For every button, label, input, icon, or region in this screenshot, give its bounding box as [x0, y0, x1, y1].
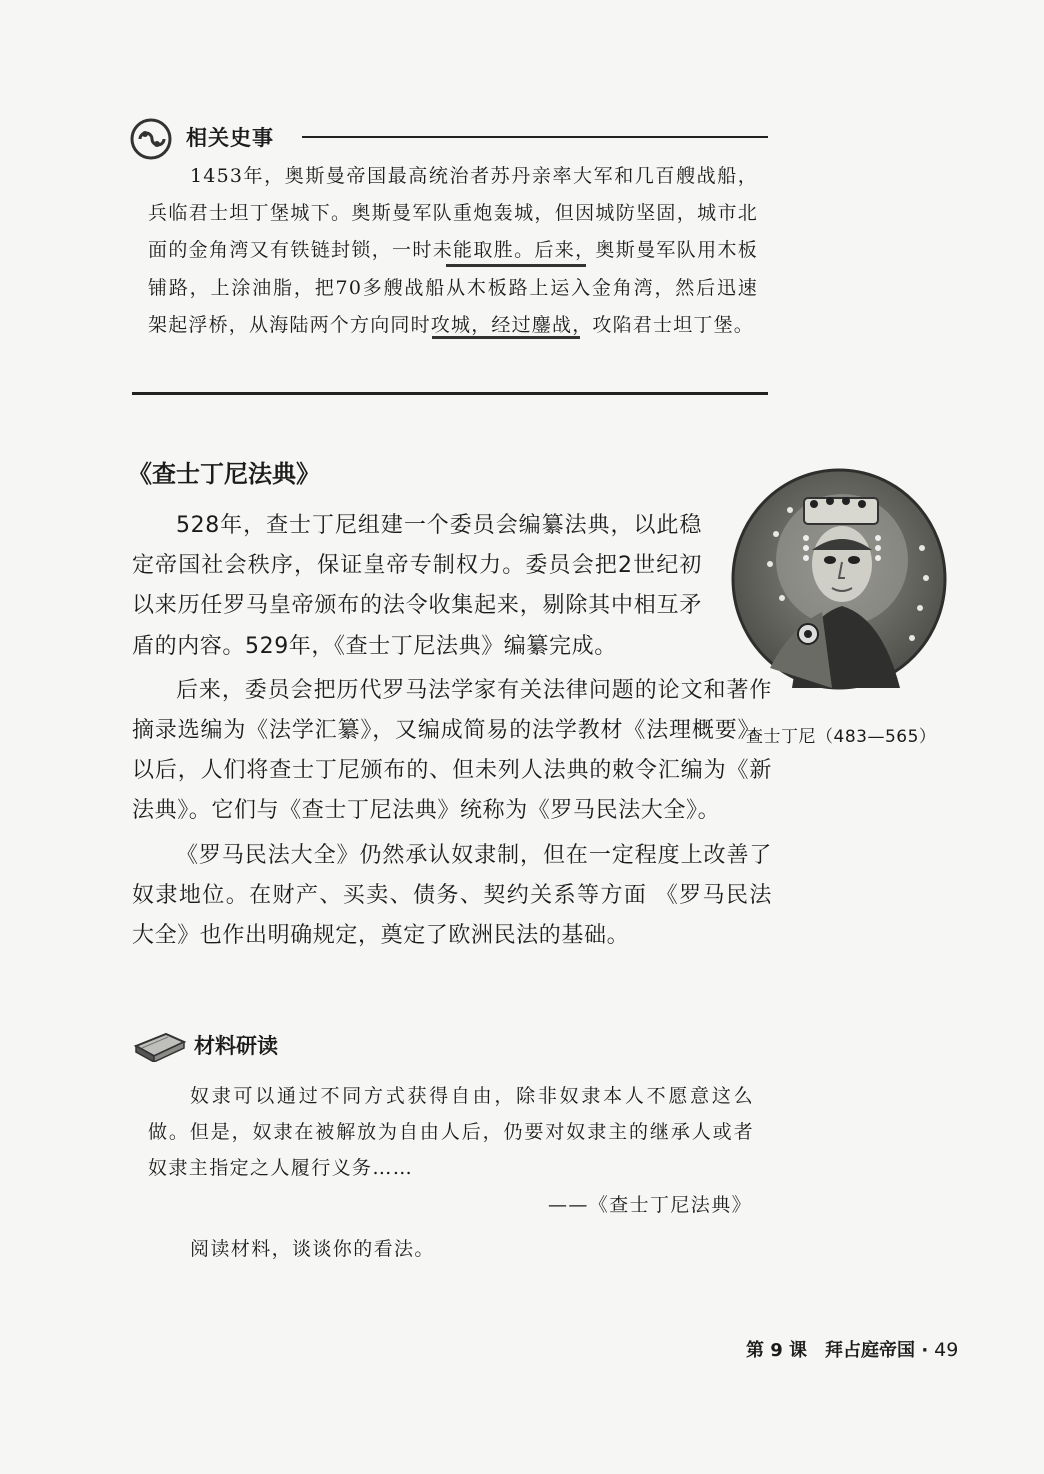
title-rule: [302, 136, 768, 138]
book-icon: [132, 1026, 186, 1062]
page-footer: [746, 1336, 958, 1362]
reading-task: 阅读材料，谈谈你的看法。: [190, 1238, 435, 1260]
quote-text: 奴隶可以通过不同方式获得自由，除非奴隶本人不愿意这么做。但是，奴隶在被解放为自由人后，仍要对奴隶主的继承人或者奴隶主指定之人履行义务……: [148, 1085, 754, 1179]
reading-title: 材料研读: [194, 1034, 278, 1058]
reading-quote: [148, 1078, 754, 1186]
paragraph-3: 《罗马民法大全》仍然承认奴隶制，但在一定程度上改善了奴隶地位。在财产、买卖、债务、契约关系等方面 《罗马民法大全》也作出明确规定，奠定了欧洲民法的基础。: [132, 842, 772, 949]
related-history-title: 相关史事: [186, 126, 274, 150]
page-number: 49: [934, 1339, 959, 1361]
portrait-caption: 查士丁尼（483—565）: [746, 727, 937, 747]
handwritten-underline: [432, 336, 580, 339]
section-heading: 《查士丁尼法典》: [128, 460, 320, 488]
related-history-icon: [130, 118, 172, 160]
quote-source: ——《查士丁尼法典》: [548, 1194, 753, 1216]
paragraph-2: 后来，委员会把历代罗马法学家有关法律问题的论文和著作摘录选编为《法学汇纂》，又编成简易的法学教材《法理概要》。以后，人们将查士丁尼颁布的、但未列人法典的敕令汇编为《新法典》。它们与《查士丁尼法典》统称为《罗马民法大全》。: [132, 677, 772, 824]
paragraph-1: 528年，查士丁尼组建一个委员会编纂法典，以此稳定帝国社会秩序，保证皇帝专制权力。委员会把2世纪初以来历任罗马皇帝颁布的法令收集起来，剔除其中相互矛盾的内容。529年，《查士丁尼法典》编纂完成。: [132, 513, 702, 659]
body-text: [132, 506, 772, 960]
handwritten-underline: [446, 264, 586, 267]
lesson-label: 第 9 课 拜占庭帝国 ·: [746, 1340, 929, 1361]
box-bottom-rule: [132, 392, 768, 395]
related-history-paragraph: 1453年，奥斯曼帝国最高统治者苏丹亲率大军和几百艘战船，兵临君士坦丁堡城下。奥斯曼军队重炮轰城，但因城防坚固，城市北面的金角湾又有铁链封锁，一时未能取胜。后来，奥斯曼军队用木板铺路，上涂油脂，把70多艘战船从木板路上运入金角湾，然后迅速架起浮桥，从海陆两个方向同时攻城，经过鏖战，攻陷君士坦丁堡。: [148, 165, 758, 336]
related-history-text: [148, 158, 758, 344]
justinian-portrait-image: [730, 468, 948, 690]
